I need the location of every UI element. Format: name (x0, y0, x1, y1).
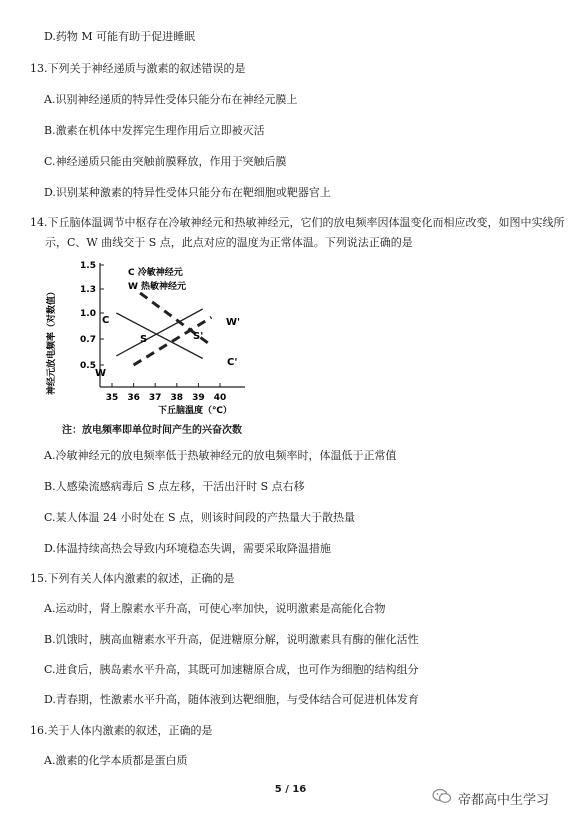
x-tick-label: 35 (105, 393, 119, 403)
option-line: C.进食后，胰岛素水平升高，其既可加速糖原合成，也可作为细胞的结构组分 (44, 663, 419, 676)
point-s-label: S (140, 334, 148, 345)
wechat-icon (432, 788, 452, 808)
option-line: D.青春期，性激素水平升高，随体液到达靶细胞，与受体结合可促进机体发育 (44, 693, 419, 706)
y-tick-label: 0.5 (80, 361, 96, 371)
option-line: A.运动时，肾上腺素水平升高，可使心率加快，说明激素是高能化合物 (44, 602, 386, 615)
watermark-text: 帝都高中生学习 (458, 792, 550, 808)
question-stem: 14.下丘脑体温调节中枢存在冷敏神经元和热敏神经元，它们的放电频率因体温变化而相应改变，如图中实线所 (30, 216, 565, 229)
x-tick-label: 37 (148, 393, 162, 403)
option-line: D.体温持续高热会导致内环境稳态失调，需要采取降温措施 (44, 542, 331, 555)
option-line: C.某人体温 24 小时处在 S 点，则该时间段的产热量大于散热量 (44, 511, 356, 524)
question-stem: 16.关于人体内激素的叙述，正确的是 (30, 724, 213, 737)
x-tick-label: 39 (192, 393, 205, 403)
option-line: C.神经递质只能由突触前膜释放，作用于突触后膜 (44, 155, 287, 168)
series-label-w-prime: W' (226, 317, 241, 328)
question-stem-continued: 示，C、W 曲线交于 S 点，此点对应的温度为正常体温。下列说法正确的是 (45, 236, 413, 249)
series-line-c (116, 313, 202, 359)
question-stem: 15.下列有关人体内激素的叙述，正确的是 (30, 572, 235, 585)
chart-series (116, 293, 211, 365)
series-label-c: C (102, 315, 110, 326)
watermark (432, 788, 549, 808)
page-number: 5 / 16 (274, 784, 307, 795)
option-line: D.药物 M 可能有助于促进睡眠 (44, 30, 196, 43)
option-line: A.激素的化学本质都是蛋白质 (44, 754, 188, 767)
option-line: B.饥饿时，胰高血糖素水平升高，促进糖原分解，说明激素具有酶的催化活性 (44, 633, 419, 646)
option-line: B.人感染流感病毒后 S 点左移，干活出汗时 S 点右移 (44, 480, 305, 493)
option-line: D.识别某种激素的特异性受体只能分布在靶细胞或靶器官上 (44, 186, 331, 199)
figure-note: 注：放电频率即单位时间产生的兴奋次数 (62, 425, 242, 436)
option-line: A.识别神经递质的特异性受体只能分布在神经元膜上 (44, 93, 298, 106)
legend-warm: W 热敏神经元 (128, 282, 187, 292)
legend-cold: C 冷敏神经元 (128, 268, 183, 278)
series-label-c-prime: C' (227, 357, 238, 368)
option-line: A.冷敏神经元的放电频率低于热敏神经元的放电频率时，体温低于正常值 (44, 449, 397, 462)
point-s-prime-label: S' (193, 331, 204, 342)
option-line: B.激素在机体中发挥完生理作用后立即被灭活 (44, 124, 265, 137)
x-tick-label: 38 (170, 393, 184, 403)
y-tick-label: 0.7 (80, 335, 96, 345)
question-stem: 13.下列关于神经递质与激素的叙述错误的是 (30, 62, 246, 75)
y-axis-label: 神经元放电频率（对数值） (47, 286, 57, 395)
y-tick-label: 1.0 (80, 309, 96, 319)
x-axis-label: 下丘脑温度（℃） (158, 406, 232, 416)
y-tick-label: 1.3 (80, 285, 96, 295)
series-label-w: W (95, 368, 107, 379)
x-tick-label: 40 (213, 393, 227, 403)
temperature-neuron-chart (40, 255, 250, 420)
x-tick-label: 36 (127, 393, 140, 403)
y-tick-label: 1.5 (80, 261, 96, 271)
